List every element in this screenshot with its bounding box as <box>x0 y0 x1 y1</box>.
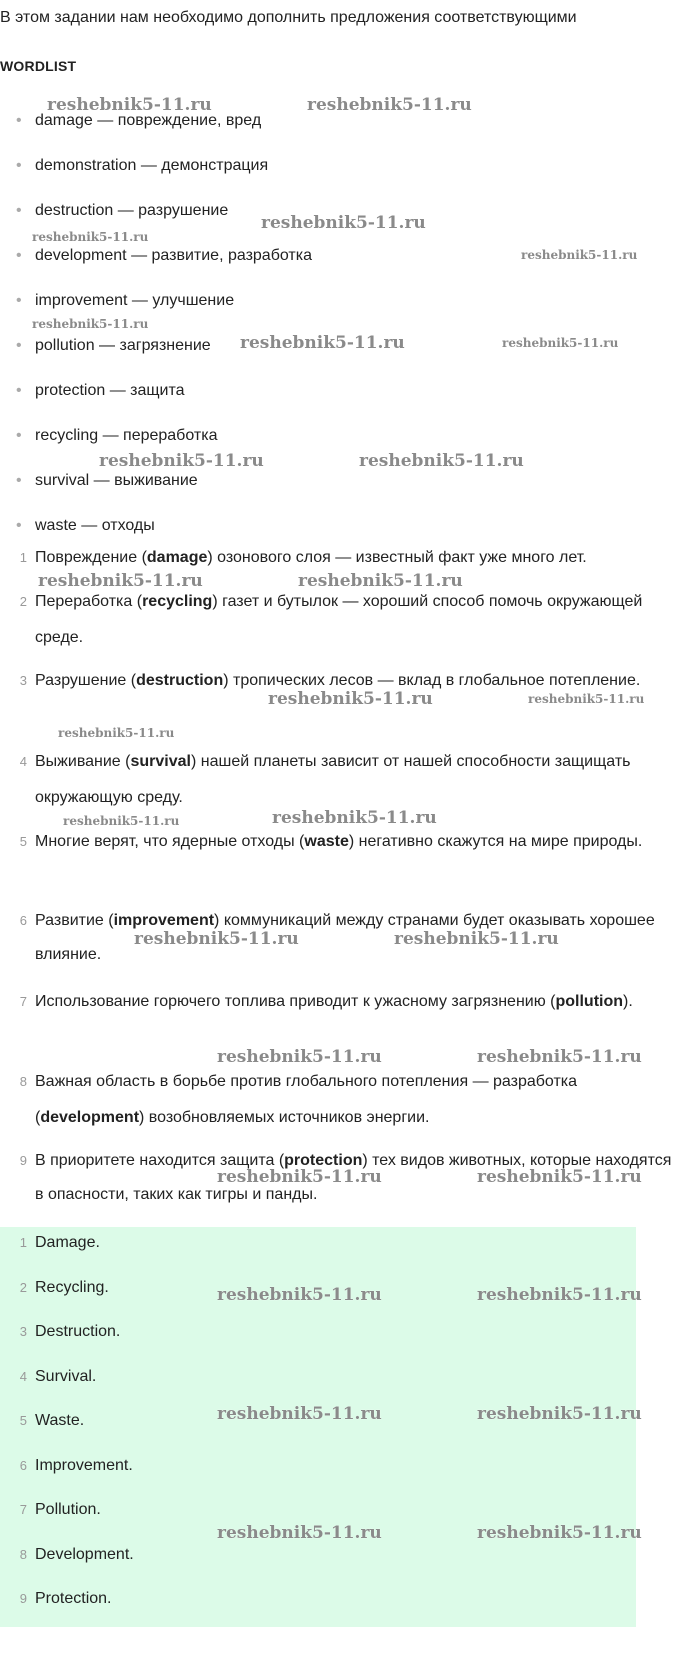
item-number: 5 <box>19 834 27 849</box>
watermark: reshebnik5-11.ru <box>528 692 645 706</box>
answer-text: Survival. <box>35 1368 97 1385</box>
item-number: 1 <box>19 550 27 565</box>
item-number: 5 <box>19 1413 27 1428</box>
bullet-icon: • <box>16 292 22 309</box>
wordlist-entry: recycling — переработка <box>35 427 218 444</box>
list-item <box>0 333 312 378</box>
answer-text: Development. <box>35 1546 134 1563</box>
wordlist-entry: development — развитие, разработка <box>35 247 312 264</box>
watermark: reshebnik5-11.ru <box>502 336 619 350</box>
sentence-text: Многие верят, что ядерные отходы (waste) негативно скажутся на мире природы. <box>35 833 643 850</box>
item-number: 4 <box>19 1369 27 1384</box>
wordlist-entry: demonstration — демонстрация <box>35 157 269 174</box>
item-number: 3 <box>19 1324 27 1339</box>
answer-text: Protection. <box>35 1590 112 1607</box>
watermark: reshebnik5-11.ru <box>268 689 433 709</box>
watermark: reshebnik5-11.ru <box>359 451 524 471</box>
watermark: reshebnik5-11.ru <box>477 1285 642 1305</box>
list-item <box>0 378 312 423</box>
wordlist-entry: improvement — улучшение <box>35 292 235 309</box>
watermark: reshebnik5-11.ru <box>217 1285 382 1305</box>
bullet-icon: • <box>16 112 22 129</box>
watermark: reshebnik5-11.ru <box>477 1523 642 1543</box>
watermark: reshebnik5-11.ru <box>272 808 437 828</box>
watermark: reshebnik5-11.ru <box>261 213 426 233</box>
watermark: reshebnik5-11.ru <box>477 1167 642 1187</box>
watermark: reshebnik5-11.ru <box>217 1167 382 1187</box>
watermark: reshebnik5-11.ru <box>521 248 638 262</box>
watermark: reshebnik5-11.ru <box>47 95 212 115</box>
list-item <box>0 153 312 198</box>
watermark: reshebnik5-11.ru <box>63 814 180 828</box>
answer-text: Improvement. <box>35 1457 133 1474</box>
watermark: reshebnik5-11.ru <box>477 1047 642 1067</box>
watermark: reshebnik5-11.ru <box>307 95 472 115</box>
sentence-text: Развитие (improvement) коммуникаций между странами будет оказывать хорошее влияние. <box>35 912 655 963</box>
watermark: reshebnik5-11.ru <box>394 929 559 949</box>
bullet-icon: • <box>16 517 22 534</box>
item-number: 8 <box>19 1547 27 1562</box>
item-number: 4 <box>19 754 27 769</box>
sentence-text: Повреждение (damage) озонового слоя — известный факт уже много лет. <box>35 549 587 566</box>
sentence-text: Важная область в борьбе против глобального потепления — разработка (development) возобновляемых источников энергии. <box>35 1073 578 1126</box>
watermark: reshebnik5-11.ru <box>217 1047 382 1067</box>
watermark: reshebnik5-11.ru <box>32 230 149 244</box>
item-number: 6 <box>19 1458 27 1473</box>
watermark: reshebnik5-11.ru <box>58 726 175 740</box>
bullet-icon: • <box>16 472 22 489</box>
sentence-text: Использование горючего топлива приводит к ужасному загрязнению (pollution). <box>35 993 633 1010</box>
watermark: reshebnik5-11.ru <box>240 333 405 353</box>
wordlist-entry: damage — повреждение, вред <box>35 112 262 129</box>
item-number: 2 <box>19 1280 27 1295</box>
watermark: reshebnik5-11.ru <box>298 571 463 591</box>
sentence-text: Разрушение (destruction) тропических лесов — вклад в глобальное потепление. <box>35 672 641 689</box>
item-number: 8 <box>19 1074 27 1089</box>
bullet-icon: • <box>16 427 22 444</box>
watermark: reshebnik5-11.ru <box>477 1404 642 1424</box>
item-number: 9 <box>19 1591 27 1606</box>
item-number: 7 <box>19 1502 27 1517</box>
item-number: 7 <box>19 994 27 1009</box>
bullet-icon: • <box>16 247 22 264</box>
answer-text: Recycling. <box>35 1279 109 1296</box>
wordlist-entry: survival — выживание <box>35 472 198 489</box>
bullet-icon: • <box>16 382 22 399</box>
watermark: reshebnik5-11.ru <box>217 1404 382 1424</box>
list-item <box>0 108 312 153</box>
wordlist-entry: destruction — разрушение <box>35 202 229 219</box>
answer-text: Pollution. <box>35 1501 101 1518</box>
bullet-icon: • <box>16 337 22 354</box>
list-item <box>0 288 312 333</box>
answer-text: Destruction. <box>35 1323 121 1340</box>
watermark: reshebnik5-11.ru <box>99 451 264 471</box>
bullet-icon: • <box>16 157 22 174</box>
intro-text: В этом задании нам необходимо дополнить предложения соответствующими <box>0 9 577 26</box>
wordlist-entry: waste — отходы <box>35 517 155 534</box>
wordlist <box>0 108 312 558</box>
watermark: reshebnik5-11.ru <box>38 571 203 591</box>
item-number: 2 <box>19 594 27 609</box>
answer-text: Damage. <box>35 1234 100 1251</box>
sentence-text: Выживание (survival) нашей планеты зависит от нашей способности защищать окружающую среду. <box>35 753 631 806</box>
sentence-text: В приоритете находится защита (protection) тех видов животных, которые находятся в опасности, таких как тигры и панды. <box>35 1152 672 1203</box>
watermark: reshebnik5-11.ru <box>32 317 149 331</box>
wordlist-entry: pollution — загрязнение <box>35 337 211 354</box>
list-item <box>0 423 312 468</box>
watermark: reshebnik5-11.ru <box>217 1523 382 1543</box>
bullet-icon: • <box>16 202 22 219</box>
item-number: 6 <box>19 913 27 928</box>
answer-block <box>0 1227 636 1627</box>
wordlist-title: WORDLIST <box>0 58 77 74</box>
list-item <box>0 468 312 513</box>
item-number: 1 <box>19 1235 27 1250</box>
item-number: 9 <box>19 1153 27 1168</box>
watermark: reshebnik5-11.ru <box>134 929 299 949</box>
wordlist-entry: protection — защита <box>35 382 185 399</box>
answer-text: Waste. <box>35 1412 85 1429</box>
list-item <box>0 198 312 243</box>
item-number: 3 <box>19 673 27 688</box>
list-item <box>0 243 312 288</box>
sentence-text: Переработка (recycling) газет и бутылок — хороший способ помочь окружающей среде. <box>35 593 643 646</box>
